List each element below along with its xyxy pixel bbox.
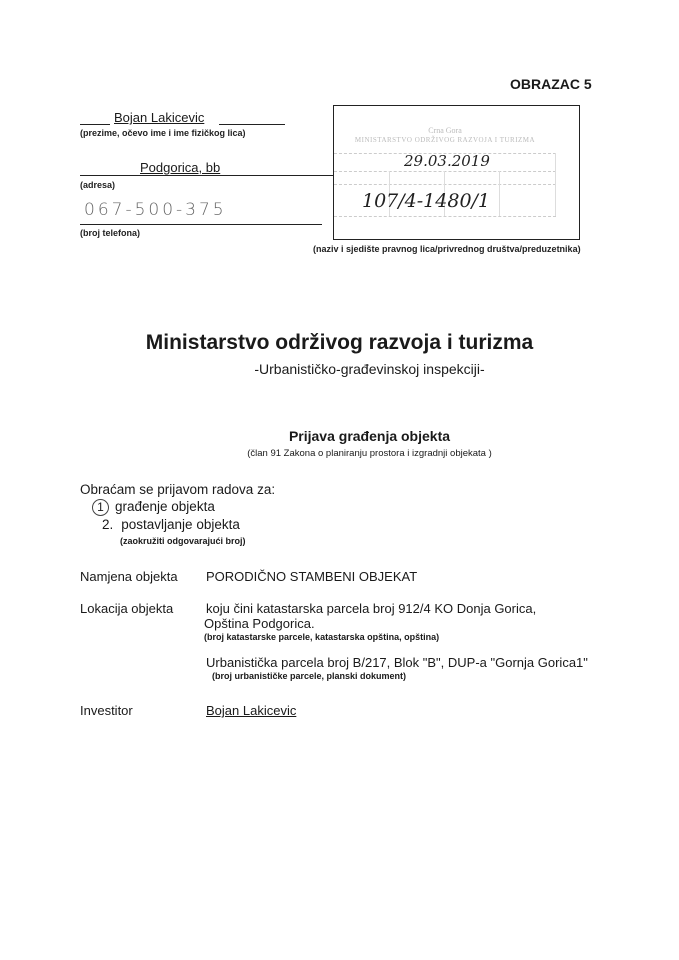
applicant-phone: 067-500-375 (84, 200, 227, 220)
applicant-address: Podgorica, bb (140, 160, 221, 175)
legal-basis: (član 91 Zakona o planiranju prostora i izgradnji objekata ) (247, 448, 492, 459)
stamp-divider (499, 171, 500, 216)
stamp-grid (334, 116, 556, 212)
stamp-subheader: MINISTARSTVO ODRŽIVOG RAZVOJA I TURIZMA (354, 136, 536, 144)
works-instruction: (zaokružiti odgovarajući broj) (120, 536, 246, 546)
applicant-address-caption: (adresa) (80, 180, 116, 190)
section-title: Prijava građenja objekta (288, 428, 451, 444)
works-option-2[interactable] (102, 517, 240, 532)
stamp-reference-number: 107/4-1480/1 (362, 190, 491, 212)
location-line-2: Opština Podgorica. (204, 616, 315, 631)
ministry-title: Ministarstvo održivog razvoja i turizma (145, 331, 534, 354)
works-option-1[interactable] (92, 499, 215, 516)
stamp-rule (334, 184, 556, 185)
form-code: OBRAZAC 5 (510, 76, 592, 92)
department-subtitle: -Urbanističko-građevinskoj inspekciji- (254, 361, 485, 377)
stamp-rule (334, 216, 556, 217)
location-label: Lokacija objekta (80, 601, 174, 616)
investor-value: Bojan Lakicevic (206, 703, 297, 718)
stamp-rule (334, 171, 556, 172)
urban-parcel: Urbanistička parcela broj B/217, Blok "B", DUP-a "Gornja Gorica1" (206, 655, 588, 670)
applicant-name: Bojan Lakicevic (114, 110, 205, 125)
applicant-phone-caption: (broj telefona) (80, 228, 140, 238)
stamp-caption: (naziv i sjedište pravnog lica/privrednog društva/preduzetnika) (313, 244, 581, 254)
name-line-left (80, 124, 110, 125)
name-line-right (219, 124, 285, 125)
phone-line (80, 224, 322, 225)
purpose-label: Namjena objekta (80, 569, 178, 584)
option-number: 2. (102, 517, 114, 532)
option-label: postavljanje objekta (121, 517, 240, 532)
location-line-1: koju čini katastarska parcela broj 912/4 KO Donja Gorica, (206, 601, 537, 616)
purpose-value: PORODIČNO STAMBENI OBJEKAT (206, 569, 418, 584)
registry-stamp-box (333, 105, 580, 240)
option-label: građenje objekta (115, 499, 215, 514)
stamp-date: 29.03.2019 (404, 152, 490, 170)
investor-label: Investitor (80, 703, 133, 718)
works-intro: Obraćam se prijavom radova za: (80, 482, 276, 497)
applicant-name-caption: (prezime, očevo ime i ime fizičkog lica) (80, 128, 246, 138)
location-caption: (broj katastarske parcele, katastarska opština, opština) (204, 632, 440, 642)
address-line (80, 175, 333, 176)
stamp-header: Crna Gora (428, 126, 462, 135)
urban-parcel-caption: (broj urbanističke parcele, planski dokument) (212, 671, 407, 681)
stamp-divider (555, 153, 556, 216)
selected-option-circle[interactable]: 1 (92, 499, 109, 516)
